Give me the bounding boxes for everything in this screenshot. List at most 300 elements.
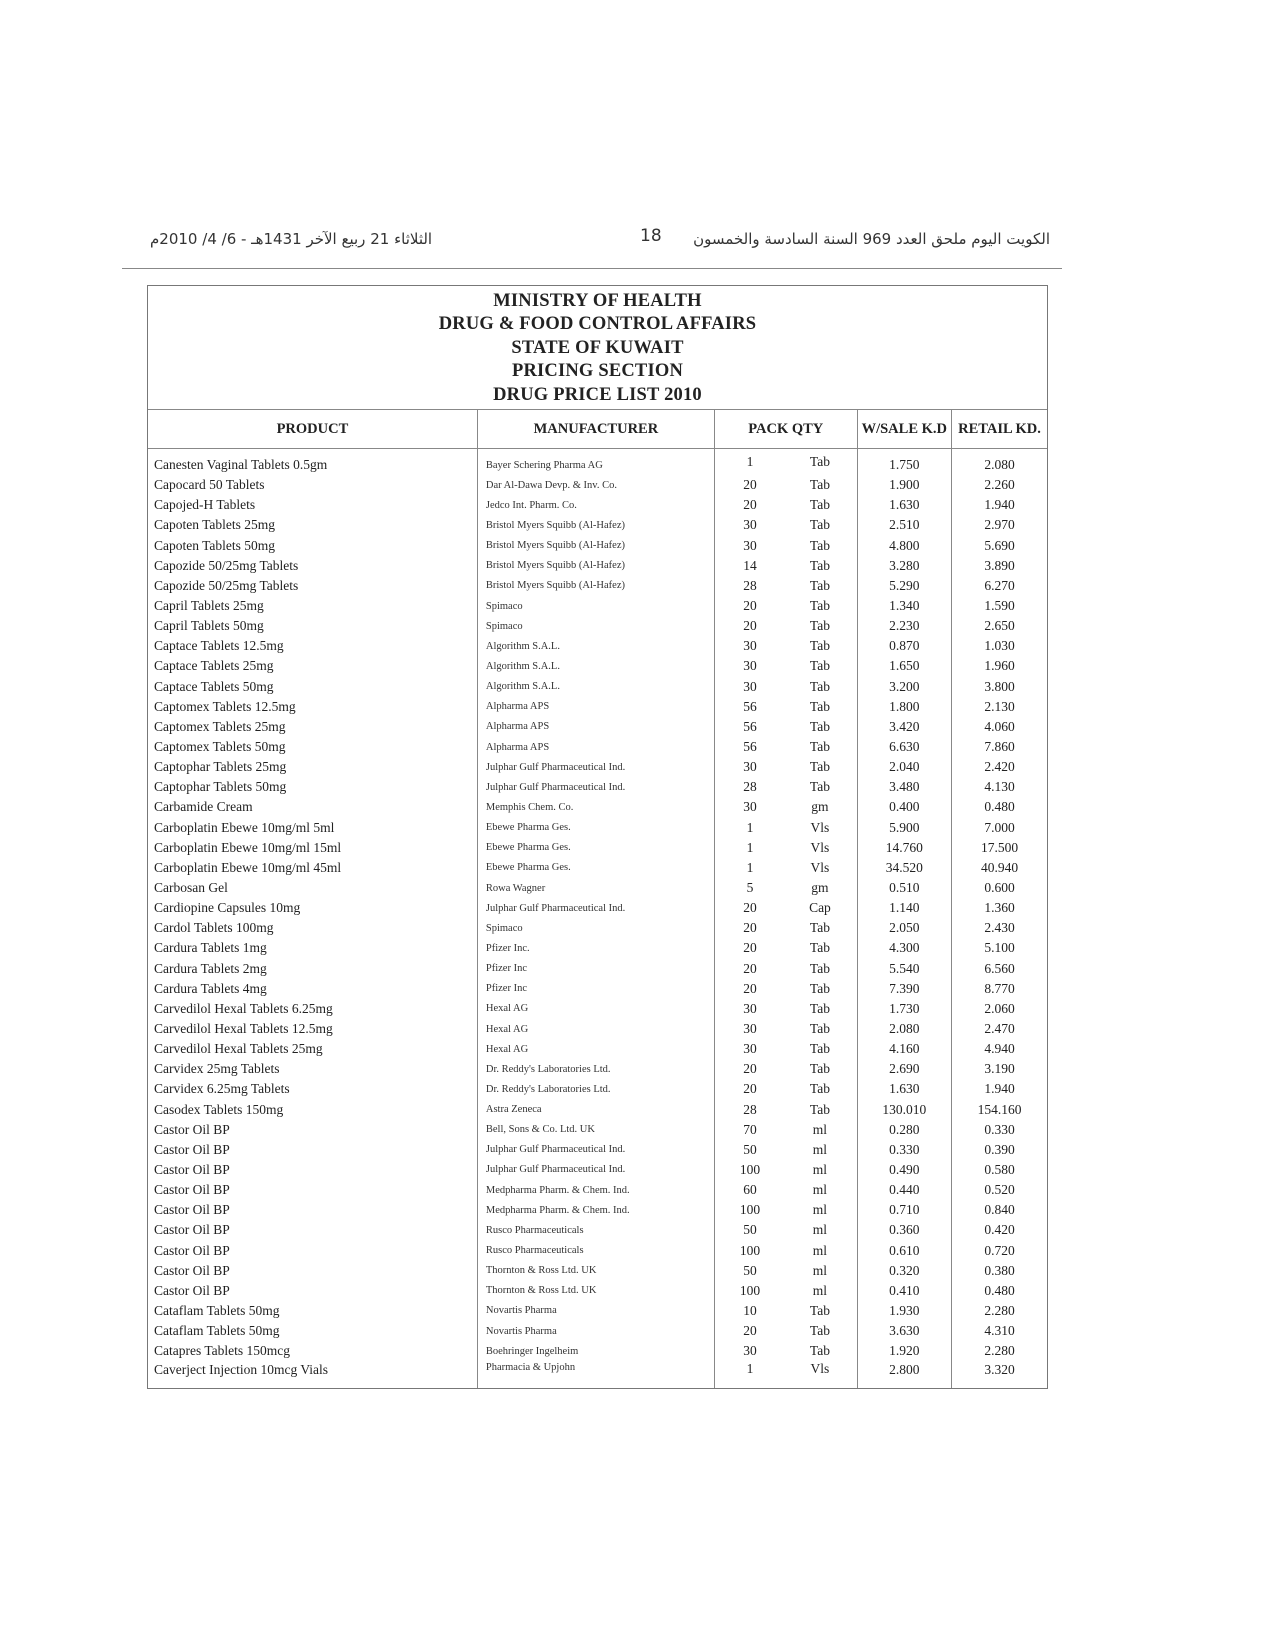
table-row [148, 1321, 1047, 1341]
manufacturer-cell: Boehringer Ingelheim [477, 1341, 714, 1361]
product-cell: Capril Tablets 50mg [154, 618, 264, 634]
manufacturer-cell: Memphis Chem. Co. [477, 797, 714, 817]
table-row [148, 938, 1047, 958]
wsale-price-cell: 0.400 [857, 797, 951, 817]
retail-price-cell: 4.130 [952, 777, 1048, 797]
product-cell: Castor Oil BP [154, 1141, 230, 1157]
wsale-price-cell: 0.330 [857, 1140, 951, 1160]
manufacturer-cell: Pfizer Inc [477, 979, 714, 999]
retail-price-cell: 7.000 [952, 818, 1048, 838]
manufacturer-cell: Thornton & Ross Ltd. UK [477, 1281, 714, 1301]
pack-qty-cell [714, 656, 857, 676]
pack-qty-unit: ml [812, 1141, 828, 1157]
pack-qty-unit: Tab [809, 1323, 830, 1339]
title-department: DRUG & FOOD CONTROL AFFAIRS [438, 314, 757, 335]
table-row [148, 1019, 1047, 1039]
pack-qty-number: 20 [743, 618, 757, 634]
product-cell: Cardura Tablets 2mg [154, 960, 267, 976]
pack-qty-cell [714, 1321, 857, 1341]
retail-price-cell: 3.800 [952, 677, 1048, 697]
pack-qty-unit: Tab [809, 960, 830, 976]
retail-price-cell: 1.360 [952, 898, 1048, 918]
pack-qty-cell [714, 938, 857, 958]
product-cell: Castor Oil BP [154, 1121, 230, 1137]
pack-qty-number: 30 [743, 1343, 757, 1359]
table-row [148, 475, 1047, 495]
table-row [148, 959, 1047, 979]
retail-price-cell: 4.940 [952, 1039, 1048, 1059]
pack-qty-unit: ml [812, 1282, 828, 1298]
retail-price-cell: 0.580 [952, 1160, 1048, 1180]
pack-qty-unit: Vls [810, 819, 830, 835]
retail-price-cell: 5.690 [952, 536, 1048, 556]
wsale-price-cell: 1.750 [857, 449, 951, 476]
retail-price-cell: 1.590 [952, 596, 1048, 616]
table-row [148, 838, 1047, 858]
retail-price-cell: 8.770 [952, 979, 1048, 999]
retail-price-cell: 2.420 [952, 757, 1048, 777]
pack-qty-cell [714, 1200, 857, 1220]
wsale-price-cell: 2.230 [857, 616, 951, 636]
product-cell: Captophar Tablets 25mg [154, 759, 287, 775]
wsale-price-cell: 34.520 [857, 858, 951, 878]
retail-price-cell: 1.940 [952, 495, 1048, 515]
product-cell: Captomex Tablets 25mg [154, 718, 286, 734]
pack-qty-cell [714, 858, 857, 878]
pack-qty-unit: Tab [809, 980, 830, 996]
pack-qty-cell [714, 677, 857, 697]
product-cell: Capozide 50/25mg Tablets [154, 557, 299, 573]
pack-qty-number: 1 [746, 819, 754, 835]
manufacturer-cell: Pharmacia & Upjohn [477, 1361, 714, 1388]
manufacturer-cell: Astra Zeneca [477, 1100, 714, 1120]
product-cell: Carboplatin Ebewe 10mg/ml 5ml [154, 819, 335, 835]
table-row [148, 697, 1047, 717]
pack-qty-unit: Tab [809, 698, 830, 714]
pack-qty-number: 56 [743, 718, 757, 734]
pack-qty-number: 100 [739, 1242, 761, 1258]
pack-qty-cell [714, 838, 857, 858]
retail-price-cell: 2.470 [952, 1019, 1048, 1039]
wsale-price-cell: 2.050 [857, 918, 951, 938]
pack-qty-cell [714, 576, 857, 596]
pack-qty-number: 1 [746, 454, 754, 470]
table-row [148, 1240, 1047, 1260]
wsale-price-cell: 0.870 [857, 636, 951, 656]
product-cell: Carvedilol Hexal Tablets 6.25mg [154, 1000, 333, 1016]
pack-qty-unit: Tab [809, 557, 830, 573]
pack-qty-number: 20 [743, 497, 757, 513]
pack-qty-cell [714, 1160, 857, 1180]
pack-qty-number: 70 [743, 1121, 757, 1137]
retail-price-cell: 0.600 [952, 878, 1048, 898]
manufacturer-cell: Rusco Pharmaceuticals [477, 1240, 714, 1260]
product-cell: Catapres Tablets 150mcg [154, 1343, 291, 1359]
pack-qty-unit: Tab [809, 618, 830, 634]
product-cell: Castor Oil BP [154, 1202, 230, 1218]
manufacturer-cell: Julphar Gulf Pharmaceutical Ind. [477, 777, 714, 797]
table-row [148, 898, 1047, 918]
manufacturer-cell: Hexal AG [477, 1019, 714, 1039]
pack-qty-unit: Cap [809, 900, 831, 916]
pack-qty-cell [714, 616, 857, 636]
manufacturer-cell: Bristol Myers Squibb (Al-Hafez) [477, 576, 714, 596]
pack-qty-unit: Vls [810, 839, 830, 855]
pack-qty-cell [714, 1180, 857, 1200]
pack-qty-unit: ml [812, 1202, 828, 1218]
pack-qty-cell [714, 636, 857, 656]
pack-qty-unit: Tab [809, 779, 830, 795]
retail-price-cell: 2.430 [952, 918, 1048, 938]
wsale-price-cell: 0.490 [857, 1160, 951, 1180]
manufacturer-cell: Bristol Myers Squibb (Al-Hafez) [477, 515, 714, 535]
product-cell: Cataflam Tablets 50mg [154, 1323, 280, 1339]
table-row [148, 1261, 1047, 1281]
retail-price-cell: 0.420 [952, 1220, 1048, 1240]
manufacturer-cell: Julphar Gulf Pharmaceutical Ind. [477, 898, 714, 918]
retail-price-cell: 4.060 [952, 717, 1048, 737]
pack-qty-number: 30 [743, 658, 757, 674]
table-row [148, 449, 1047, 476]
pack-qty-number: 50 [743, 1262, 757, 1278]
pack-qty-number: 30 [743, 537, 757, 553]
table-row [148, 818, 1047, 838]
product-cell: Carvedilol Hexal Tablets 12.5mg [154, 1021, 333, 1036]
wsale-price-cell: 2.690 [857, 1059, 951, 1079]
wsale-price-cell: 1.930 [857, 1301, 951, 1321]
wsale-price-cell: 2.080 [857, 1019, 951, 1039]
pack-qty-unit: Vls [810, 859, 830, 875]
title-block [148, 286, 1047, 410]
retail-price-cell: 7.860 [952, 737, 1048, 757]
pack-qty-unit: Tab [809, 1061, 830, 1077]
pack-qty-cell [714, 1341, 857, 1361]
manufacturer-cell: Alpharma APS [477, 737, 714, 757]
retail-price-cell: 0.330 [952, 1120, 1048, 1140]
table-row [148, 797, 1047, 817]
product-cell: Captace Tablets 12.5mg [154, 638, 284, 654]
product-cell: Castor Oil BP [154, 1242, 230, 1258]
pack-qty-number: 20 [743, 598, 757, 614]
wsale-price-cell: 1.650 [857, 656, 951, 676]
pack-qty-number: 30 [743, 517, 757, 533]
product-cell: Casodex Tablets 150mg [154, 1101, 284, 1117]
table-row [148, 656, 1047, 676]
pack-qty-cell [714, 697, 857, 717]
wsale-price-cell: 5.900 [857, 818, 951, 838]
product-cell: Carboplatin Ebewe 10mg/ml 45ml [154, 859, 342, 875]
pack-qty-cell [714, 898, 857, 918]
pack-qty-unit: Tab [809, 920, 830, 936]
pack-qty-cell [714, 556, 857, 576]
product-cell: Capril Tablets 25mg [154, 598, 264, 614]
pack-qty-number: 14 [743, 557, 757, 573]
wsale-price-cell: 0.280 [857, 1120, 951, 1140]
pack-qty-cell [714, 1240, 857, 1260]
retail-price-cell: 2.650 [952, 616, 1048, 636]
wsale-price-cell: 1.340 [857, 596, 951, 616]
wsale-price-cell: 3.480 [857, 777, 951, 797]
table-header-row [148, 410, 1047, 449]
pack-qty-number: 28 [743, 1101, 757, 1117]
pack-qty-cell [714, 1261, 857, 1281]
header-divider [122, 268, 1062, 269]
retail-price-cell: 3.190 [952, 1059, 1048, 1079]
pack-qty-number: 50 [743, 1222, 757, 1238]
manufacturer-cell: Rowa Wagner [477, 878, 714, 898]
product-cell: Carvidex 25mg Tablets [154, 1061, 280, 1077]
table-row [148, 1281, 1047, 1301]
pack-qty-unit: Tab [809, 940, 830, 956]
pack-qty-unit: Tab [809, 678, 830, 694]
table-row [148, 878, 1047, 898]
wsale-price-cell: 1.800 [857, 697, 951, 717]
issue-date: الثلاثاء 21 ربيع الآخر 1431هـ - 6/ 4/ 2010م [150, 230, 433, 248]
pack-qty-number: 30 [743, 1041, 757, 1057]
pack-qty-unit: Tab [809, 658, 830, 674]
table-row [148, 858, 1047, 878]
pack-qty-unit: ml [812, 1121, 828, 1137]
pack-qty-number: 50 [743, 1141, 757, 1157]
table-row [148, 757, 1047, 777]
product-cell: Captace Tablets 50mg [154, 678, 274, 694]
pack-qty-cell [714, 596, 857, 616]
manufacturer-cell: Spimaco [477, 616, 714, 636]
retail-price-cell: 1.030 [952, 636, 1048, 656]
pack-qty-cell [714, 918, 857, 938]
retail-price-cell: 0.720 [952, 1240, 1048, 1260]
product-cell: Capocard 50 Tablets [154, 477, 265, 493]
table-row [148, 1200, 1047, 1220]
wsale-price-cell: 4.160 [857, 1039, 951, 1059]
manufacturer-cell: Novartis Pharma [477, 1301, 714, 1321]
pack-qty-cell [714, 1039, 857, 1059]
pack-qty-number: 60 [743, 1182, 757, 1198]
pack-qty-cell [714, 999, 857, 1019]
pack-qty-unit: gm [811, 799, 829, 815]
pack-qty-cell [714, 495, 857, 515]
retail-price-cell: 4.310 [952, 1321, 1048, 1341]
pack-qty-unit: Tab [809, 517, 830, 533]
product-cell: Capojed-H Tablets [154, 497, 256, 513]
wsale-price-cell: 4.800 [857, 536, 951, 556]
pack-qty-cell [714, 959, 857, 979]
wsale-price-cell: 1.730 [857, 999, 951, 1019]
manufacturer-cell: Dar Al-Dawa Devp. & Inv. Co. [477, 475, 714, 495]
pack-qty-number: 1 [746, 839, 754, 855]
manufacturer-cell: Novartis Pharma [477, 1321, 714, 1341]
pack-qty-unit: ml [812, 1262, 828, 1278]
pack-qty-number: 100 [739, 1282, 761, 1298]
title-ministry: MINISTRY OF HEALTH [493, 291, 702, 311]
table-row [148, 596, 1047, 616]
manufacturer-cell: Algorithm S.A.L. [477, 677, 714, 697]
pack-qty-cell [714, 1019, 857, 1039]
pack-qty-unit: Tab [809, 497, 830, 513]
table-row [148, 1100, 1047, 1120]
pack-qty-unit: Tab [809, 1343, 830, 1359]
retail-price-cell: 0.480 [952, 797, 1048, 817]
table-row [148, 1120, 1047, 1140]
pack-qty-unit: Tab [809, 537, 830, 553]
table-row [148, 1039, 1047, 1059]
wsale-price-cell: 1.630 [857, 495, 951, 515]
retail-price-cell: 2.970 [952, 515, 1048, 535]
retail-price-cell: 17.500 [952, 838, 1048, 858]
pack-qty-cell [714, 1361, 857, 1388]
manufacturer-cell: Bayer Schering Pharma AG [477, 449, 714, 476]
product-cell: Carvedilol Hexal Tablets 25mg [154, 1041, 323, 1057]
manufacturer-cell: Dr. Reddy's Laboratories Ltd. [477, 1079, 714, 1099]
pack-qty-number: 30 [743, 1000, 757, 1016]
manufacturer-cell: Pfizer Inc [477, 959, 714, 979]
retail-price-cell: 1.960 [952, 656, 1048, 676]
table-row [148, 1341, 1047, 1361]
retail-price-cell: 3.890 [952, 556, 1048, 576]
price-list-sheet [147, 285, 1048, 1389]
manufacturer-cell: Spimaco [477, 596, 714, 616]
table-row [148, 616, 1047, 636]
pack-qty-unit: ml [812, 1242, 828, 1258]
pack-qty-number: 56 [743, 698, 757, 714]
pack-qty-cell [714, 1100, 857, 1120]
running-header [150, 226, 1050, 256]
title-list: DRUG PRICE LIST 2010 [493, 384, 702, 405]
manufacturer-cell: Jedco Int. Pharm. Co. [477, 495, 714, 515]
manufacturer-cell: Medpharma Pharm. & Chem. Ind. [477, 1200, 714, 1220]
product-cell: Captace Tablets 25mg [154, 658, 274, 674]
page-number: 18 [640, 226, 662, 246]
pack-qty-number: 1 [746, 859, 754, 875]
pack-qty-cell [714, 536, 857, 556]
retail-price-cell: 0.380 [952, 1261, 1048, 1281]
wsale-price-cell: 7.390 [857, 979, 951, 999]
product-cell: Cardol Tablets 100mg [154, 920, 274, 936]
table-row [148, 999, 1047, 1019]
pack-qty-unit: Tab [809, 739, 830, 755]
retail-price-cell: 2.130 [952, 697, 1048, 717]
product-cell: Carbamide Cream [154, 799, 253, 815]
product-cell: Castor Oil BP [154, 1282, 230, 1298]
pack-qty-unit: Tab [809, 1000, 830, 1016]
table-row [148, 777, 1047, 797]
pack-qty-cell [714, 737, 857, 757]
pack-qty-unit: Tab [809, 638, 830, 654]
pack-qty-number: 5 [746, 880, 754, 896]
pack-qty-cell [714, 1301, 857, 1321]
pack-qty-number: 20 [743, 920, 757, 936]
table-row [148, 677, 1047, 697]
retail-price-cell: 2.060 [952, 999, 1048, 1019]
wsale-price-cell: 130.010 [857, 1100, 951, 1120]
manufacturer-cell: Hexal AG [477, 1039, 714, 1059]
pack-qty-cell [714, 878, 857, 898]
product-cell: Castor Oil BP [154, 1182, 230, 1198]
product-cell: Carvidex 6.25mg Tablets [154, 1081, 290, 1097]
pack-qty-cell [714, 1059, 857, 1079]
table-row [148, 979, 1047, 999]
pack-qty-cell [714, 1281, 857, 1301]
pack-qty-number: 56 [743, 739, 757, 755]
table-row [148, 1059, 1047, 1079]
pack-qty-unit: Vls [810, 1361, 830, 1377]
pack-qty-number: 28 [743, 577, 757, 593]
product-cell: Carboplatin Ebewe 10mg/ml 15ml [154, 839, 342, 855]
product-cell: Capoten Tablets 25mg [154, 517, 276, 533]
table-row [148, 536, 1047, 556]
pack-qty-cell [714, 818, 857, 838]
product-cell: Canesten Vaginal Tablets 0.5gm [154, 457, 328, 473]
pack-qty-number: 100 [739, 1202, 761, 1218]
retail-price-cell: 2.280 [952, 1301, 1048, 1321]
retail-price-cell: 2.080 [952, 449, 1048, 476]
title-state: STATE OF KUWAIT [511, 337, 684, 358]
manufacturer-cell: Julphar Gulf Pharmaceutical Ind. [477, 757, 714, 777]
wsale-price-cell: 5.540 [857, 959, 951, 979]
pack-qty-unit: Tab [809, 1081, 830, 1097]
manufacturer-cell: Medpharma Pharm. & Chem. Ind. [477, 1180, 714, 1200]
table-row [148, 1301, 1047, 1321]
table-row [148, 918, 1047, 938]
product-cell: Castor Oil BP [154, 1222, 230, 1238]
retail-price-cell: 1.940 [952, 1079, 1048, 1099]
col-header-manufacturer: MANUFACTURER [477, 410, 714, 449]
pack-qty-unit: ml [812, 1222, 828, 1238]
pack-qty-number: 20 [743, 900, 757, 916]
pack-qty-number: 20 [743, 960, 757, 976]
retail-price-cell: 0.520 [952, 1180, 1048, 1200]
wsale-price-cell: 2.800 [857, 1361, 951, 1388]
pack-qty-unit: Tab [809, 759, 830, 775]
pack-qty-unit: Tab [809, 477, 830, 493]
pack-qty-unit: Tab [809, 598, 830, 614]
manufacturer-cell: Bristol Myers Squibb (Al-Hafez) [477, 536, 714, 556]
table-row [148, 1160, 1047, 1180]
pack-qty-number: 30 [743, 638, 757, 654]
title-section: PRICING SECTION [511, 361, 684, 382]
pack-qty-unit: Tab [809, 718, 830, 734]
manufacturer-cell: Dr. Reddy's Laboratories Ltd. [477, 1059, 714, 1079]
wsale-price-cell: 0.440 [857, 1180, 951, 1200]
wsale-price-cell: 3.280 [857, 556, 951, 576]
retail-price-cell: 40.940 [952, 858, 1048, 878]
manufacturer-cell: Bristol Myers Squibb (Al-Hafez) [477, 556, 714, 576]
pack-qty-unit: Tab [809, 577, 830, 593]
product-cell: Cardiopine Capsules 10mg [154, 900, 301, 916]
manufacturer-cell: Ebewe Pharma Ges. [477, 818, 714, 838]
table-row [148, 495, 1047, 515]
product-cell: Cardura Tablets 4mg [154, 980, 267, 996]
pack-qty-unit: gm [811, 880, 829, 896]
pack-qty-number: 20 [743, 477, 757, 493]
manufacturer-cell: Thornton & Ross Ltd. UK [477, 1261, 714, 1281]
pack-qty-number: 28 [743, 779, 757, 795]
gazette-issue: الكويت اليوم ملحق العدد 969 السنة السادسة والخمسون [693, 230, 1050, 248]
table-row [148, 1079, 1047, 1099]
pack-qty-cell [714, 449, 857, 476]
wsale-price-cell: 0.710 [857, 1200, 951, 1220]
pack-qty-number: 20 [743, 980, 757, 996]
manufacturer-cell: Alpharma APS [477, 697, 714, 717]
manufacturer-cell: Julphar Gulf Pharmaceutical Ind. [477, 1140, 714, 1160]
manufacturer-cell: Algorithm S.A.L. [477, 636, 714, 656]
manufacturer-cell: Pfizer Inc. [477, 938, 714, 958]
pack-qty-number: 20 [743, 1061, 757, 1077]
wsale-price-cell: 2.510 [857, 515, 951, 535]
manufacturer-cell: Julphar Gulf Pharmaceutical Ind. [477, 1160, 714, 1180]
table-row [148, 737, 1047, 757]
retail-price-cell: 6.560 [952, 959, 1048, 979]
